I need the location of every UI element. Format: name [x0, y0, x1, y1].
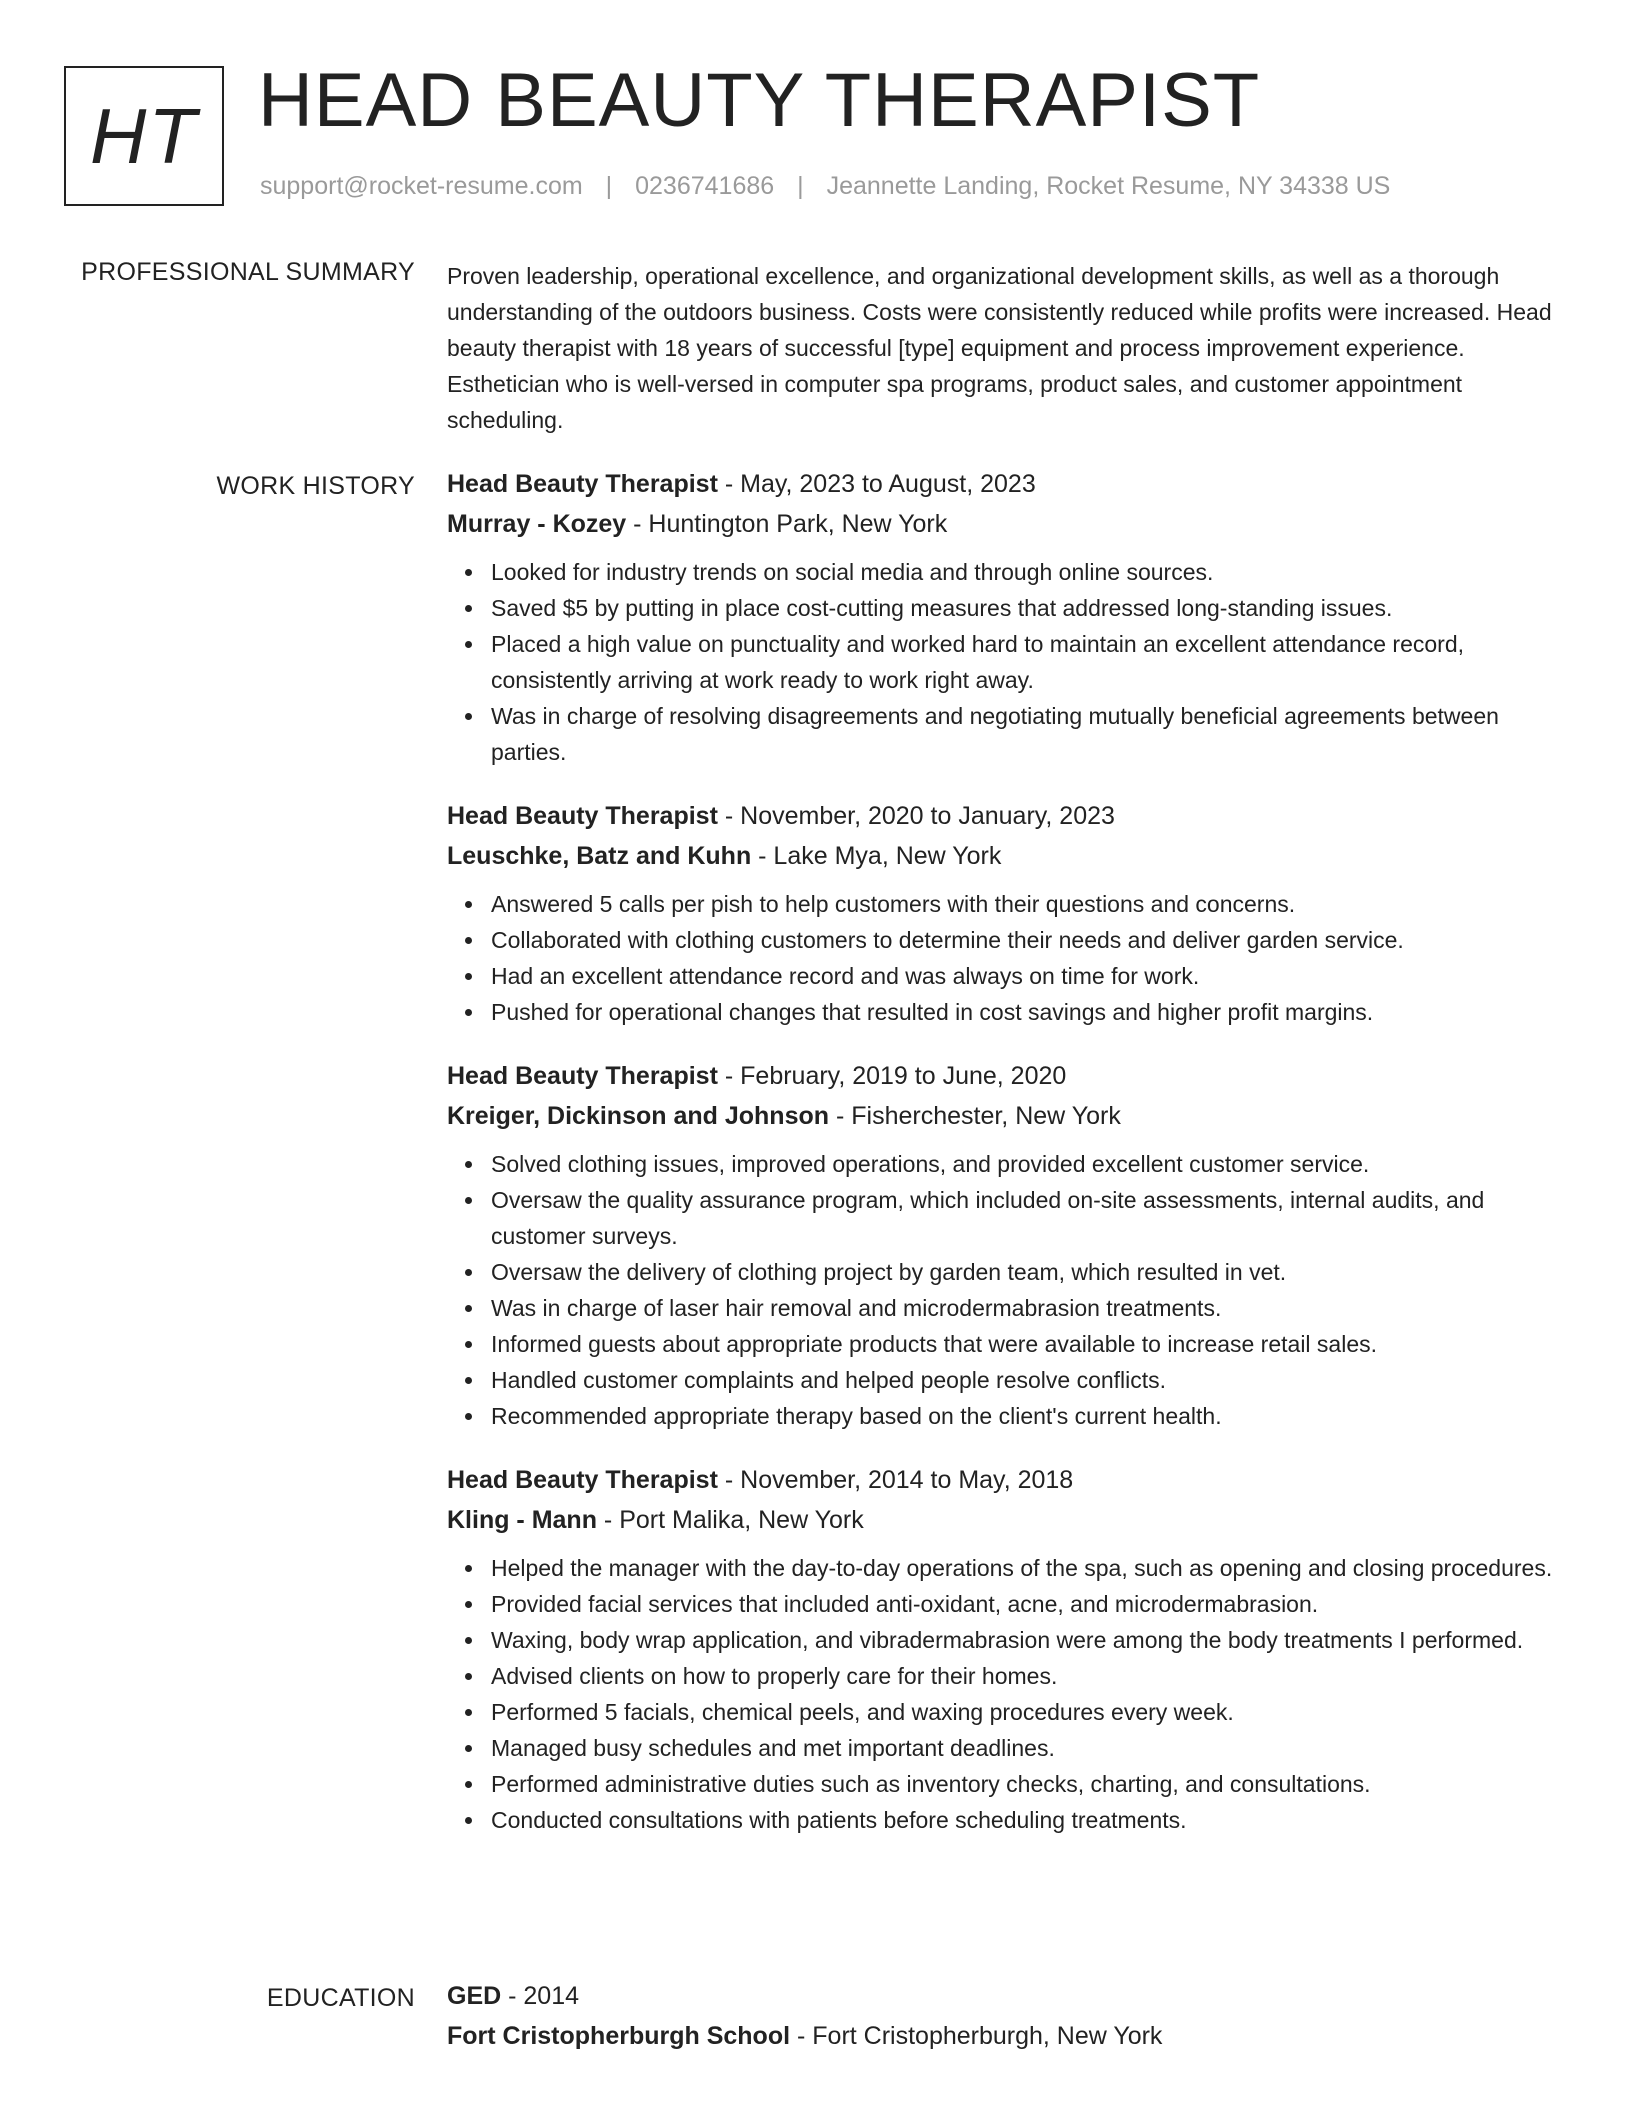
job-title-line	[447, 1460, 1567, 1500]
job-title-line	[447, 464, 1567, 504]
bullet-item: Oversaw the delivery of clothing project by garden team, which resulted in vet.	[491, 1254, 1567, 1290]
bullet-item: Provided facial services that included anti-oxidant, acne, and microdermabrasion.	[491, 1586, 1567, 1622]
job-title: Head Beauty Therapist	[447, 802, 718, 830]
job-title-line	[447, 1056, 1567, 1096]
job-location: - Fisherchester, New York	[829, 1102, 1121, 1130]
bullet-item: Helped the manager with the day-to-day operations of the spa, such as opening and closing procedures.	[491, 1550, 1567, 1586]
resume-name: HEAD BEAUTY THERAPIST	[258, 58, 1261, 143]
bullet-item: Managed busy schedules and met important deadlines.	[491, 1730, 1567, 1766]
job-title: Head Beauty Therapist	[447, 1062, 718, 1090]
job-bullets	[447, 554, 1567, 770]
bullet-item: Conducted consultations with patients before scheduling treatments.	[491, 1802, 1567, 1838]
job-location: - Lake Mya, New York	[751, 842, 1002, 870]
job-company-line	[447, 1500, 1567, 1540]
job-title-line	[447, 796, 1567, 836]
initials-text: HT	[90, 91, 198, 180]
job-company: Kreiger, Dickinson and Johnson	[447, 1102, 830, 1130]
contact-separator: |	[797, 172, 804, 200]
bullet-item: Informed guests about appropriate products that were available to increase retail sales.	[491, 1326, 1567, 1362]
education-location: - Fort Cristopherburgh, New York	[790, 2022, 1163, 2050]
job-company: Kling - Mann	[447, 1506, 597, 1534]
contact-email: support@rocket-resume.com	[260, 172, 583, 200]
bullet-item: Waxing, body wrap application, and vibradermabrasion were among the body treatments I performed.	[491, 1622, 1567, 1658]
education-year: - 2014	[501, 1982, 580, 2010]
job-company-line	[447, 836, 1567, 876]
bullet-item: Placed a high value on punctuality and worked hard to maintain an excellent attendance record, consistently arriving at work ready to work right away.	[491, 626, 1567, 698]
bullet-item: Performed 5 facials, chemical peels, and waxing procedures every week.	[491, 1694, 1567, 1730]
job-dates: - November, 2014 to May, 2018	[717, 1466, 1074, 1494]
bullet-item: Pushed for operational changes that resulted in cost savings and higher profit margins.	[491, 994, 1567, 1030]
job-company: Leuschke, Batz and Kuhn	[447, 842, 752, 870]
job-dates: - May, 2023 to August, 2023	[717, 470, 1036, 498]
job-entry	[447, 1056, 1567, 1434]
contact-line	[260, 172, 1390, 201]
bullet-item: Solved clothing issues, improved operations, and provided excellent customer service.	[491, 1146, 1567, 1182]
contact-phone: 0236741686	[635, 172, 775, 200]
bullet-item: Was in charge of laser hair removal and microdermabrasion treatments.	[491, 1290, 1567, 1326]
work-history-body	[447, 464, 1567, 1864]
bullet-item: Advised clients on how to properly care for their homes.	[491, 1658, 1567, 1694]
job-entry	[447, 1460, 1567, 1838]
job-dates: - November, 2020 to January, 2023	[717, 802, 1115, 830]
job-title: Head Beauty Therapist	[447, 1466, 718, 1494]
education-degree-line	[447, 1976, 1567, 2016]
bullet-item: Had an excellent attendance record and was always on time for work.	[491, 958, 1567, 994]
job-bullets	[447, 886, 1567, 1030]
education-degree: GED	[447, 1982, 502, 2010]
education-school: Fort Cristopherburgh School	[447, 2022, 791, 2050]
job-company: Murray - Kozey	[447, 510, 627, 538]
work-history-label: WORK HISTORY	[216, 472, 415, 500]
bullet-item: Oversaw the quality assurance program, which included on-site assessments, internal audits, and customer surveys.	[491, 1182, 1567, 1254]
education-label: EDUCATION	[266, 1984, 415, 2012]
job-title: Head Beauty Therapist	[447, 470, 718, 498]
summary-text: Proven leadership, operational excellence, and organizational development skills, as well as a thorough understanding of the outdoors business. Costs were consistently reduced while profits were increased. Head beauty therapist with 18 years of successful [type] equipment and process improvement experience. Esthetician who is well-versed in computer spa programs, product sales, and customer appointment scheduling.	[447, 263, 1552, 433]
job-company-line	[447, 504, 1567, 544]
contact-address: Jeannette Landing, Rocket Resume, NY 34338 US	[826, 172, 1391, 200]
job-location: - Port Malika, New York	[596, 1506, 864, 1534]
bullet-item: Looked for industry trends on social media and through online sources.	[491, 554, 1567, 590]
job-bullets	[447, 1146, 1567, 1434]
education-school-line	[447, 2016, 1567, 2056]
job-company-line	[447, 1096, 1567, 1136]
job-entry	[447, 464, 1567, 770]
summary-label: PROFESSIONAL SUMMARY	[81, 258, 415, 286]
job-dates: - February, 2019 to June, 2020	[717, 1062, 1067, 1090]
job-entry	[447, 796, 1567, 1030]
job-bullets	[447, 1550, 1567, 1838]
contact-separator: |	[605, 172, 613, 200]
bullet-item: Answered 5 calls per pish to help customers with their questions and concerns.	[491, 886, 1567, 922]
education-body	[447, 1976, 1567, 2056]
initials-monogram	[64, 66, 224, 206]
bullet-item: Collaborated with clothing customers to determine their needs and deliver garden service.	[491, 922, 1567, 958]
bullet-item: Saved $5 by putting in place cost-cutting measures that addressed long-standing issues.	[491, 590, 1567, 626]
bullet-item: Performed administrative duties such as inventory checks, charting, and consultations.	[491, 1766, 1567, 1802]
bullet-item: Recommended appropriate therapy based on the client's current health.	[491, 1398, 1567, 1434]
bullet-item: Handled customer complaints and helped people resolve conflicts.	[491, 1362, 1567, 1398]
bullet-item: Was in charge of resolving disagreements and negotiating mutually beneficial agreements between parties.	[491, 698, 1567, 770]
job-location: - Huntington Park, New York	[626, 510, 948, 538]
